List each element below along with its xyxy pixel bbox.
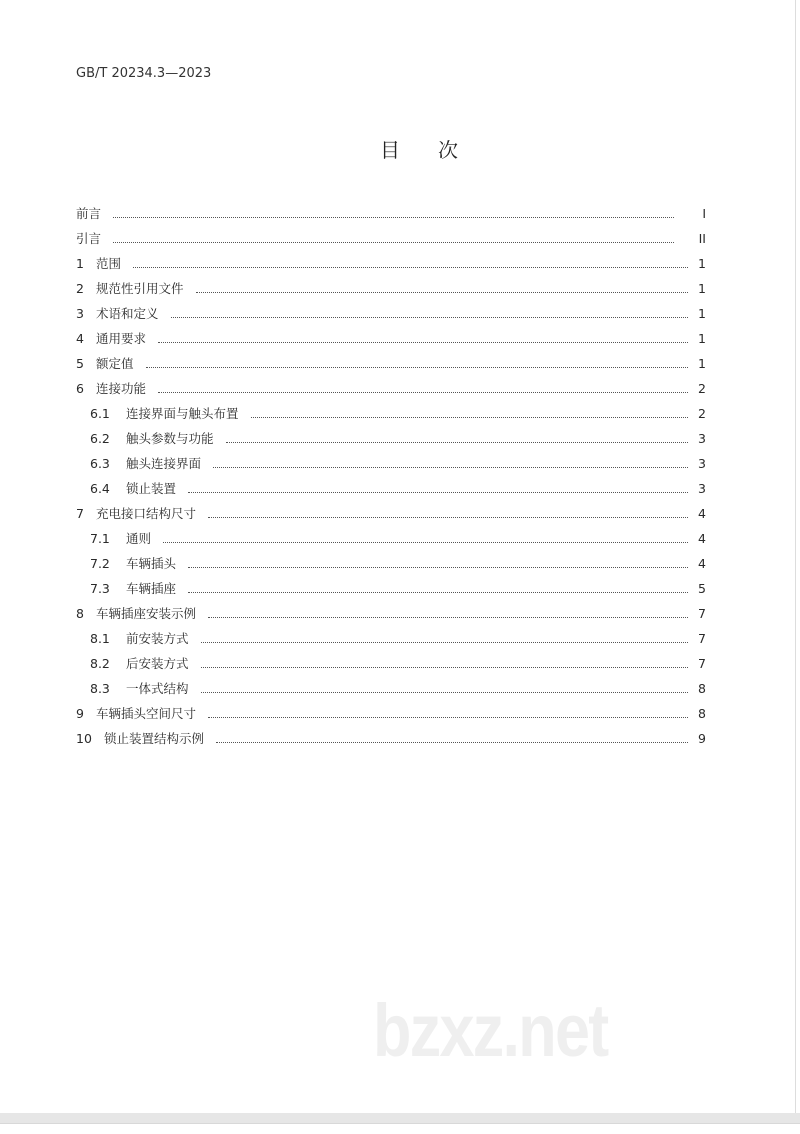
toc-entry[interactable] xyxy=(76,328,706,348)
toc-entry-number: 8 xyxy=(76,605,84,621)
toc-entry[interactable] xyxy=(90,553,706,573)
toc-entry-number: 1 xyxy=(76,255,84,271)
toc-entry-label: 前言 xyxy=(76,206,102,221)
toc-entry-label: 车辆插头空间尺寸 xyxy=(96,706,197,721)
toc-entry-number: 7 xyxy=(76,505,84,521)
dot-leader xyxy=(113,242,674,243)
toc-entry-page: 1 xyxy=(698,255,706,271)
toc-entry-page: 1 xyxy=(698,280,706,296)
toc-entry-page: 5 xyxy=(698,580,706,596)
toc-entry-label: 通则 xyxy=(126,531,152,546)
toc-entry-number: 8.3 xyxy=(90,680,110,696)
toc-entry-page: 4 xyxy=(698,505,706,521)
toc-entry-label: 车辆插座安装示例 xyxy=(96,606,197,621)
watermark: bzxz.net xyxy=(373,989,608,1072)
toc-entry[interactable] xyxy=(90,653,706,673)
toc-entry-number: 8.1 xyxy=(90,630,110,646)
dot-leader xyxy=(201,642,688,643)
toc-entry-number: 8.2 xyxy=(90,655,110,671)
toc-entry-number: 7.2 xyxy=(90,555,110,571)
toc-entry[interactable] xyxy=(90,578,706,598)
toc-entry-number: 5 xyxy=(76,355,84,371)
dot-leader xyxy=(201,692,688,693)
toc-entry-number: 6.3 xyxy=(90,455,110,471)
toc-entry-page: I xyxy=(702,205,706,221)
toc-entry-label: 充电接口结构尺寸 xyxy=(96,506,197,521)
toc-entry-number: 4 xyxy=(76,330,84,346)
page-separator xyxy=(0,1113,800,1124)
dot-leader xyxy=(188,492,688,493)
toc-entry-number: 2 xyxy=(76,280,84,296)
dot-leader xyxy=(213,467,688,468)
toc-entry-page: 7 xyxy=(698,605,706,621)
toc-entry[interactable] xyxy=(90,678,706,698)
toc-entry[interactable] xyxy=(90,403,706,423)
toc-entry-label: 锁止装置结构示例 xyxy=(104,731,205,746)
dot-leader xyxy=(208,617,688,618)
toc-entry-label: 连接功能 xyxy=(96,381,147,396)
toc-entry-label: 车辆插头 xyxy=(126,556,177,571)
toc-entry-number: 7.1 xyxy=(90,530,110,546)
dot-leader xyxy=(251,417,688,418)
toc-entry-label: 规范性引用文件 xyxy=(96,281,184,296)
toc-entry-label: 连接界面与触头布置 xyxy=(126,406,239,421)
toc-entry-label: 锁止装置 xyxy=(126,481,177,496)
dot-leader xyxy=(133,267,688,268)
dot-leader xyxy=(188,592,688,593)
toc-entry[interactable] xyxy=(76,228,706,248)
dot-leader xyxy=(226,442,688,443)
toc-entry[interactable] xyxy=(76,253,706,273)
toc-entry-page: 7 xyxy=(698,655,706,671)
toc-entry-page: 2 xyxy=(698,380,706,396)
toc-entry-label: 触头参数与功能 xyxy=(126,431,214,446)
toc-entry-label: 术语和定义 xyxy=(96,306,159,321)
toc-entry[interactable] xyxy=(76,728,706,748)
toc-entry-label: 后安装方式 xyxy=(126,656,189,671)
dot-leader xyxy=(201,667,688,668)
toc-entry[interactable] xyxy=(76,378,706,398)
toc-entry[interactable] xyxy=(76,303,706,323)
dot-leader xyxy=(113,217,674,218)
toc-entry[interactable] xyxy=(90,628,706,648)
toc-entry-page: 2 xyxy=(698,405,706,421)
dot-leader xyxy=(163,542,688,543)
toc-entry-number: 7.3 xyxy=(90,580,110,596)
toc-entry-label: 触头连接界面 xyxy=(126,456,202,471)
toc-entry[interactable] xyxy=(90,528,706,548)
toc-entry-number: 10 xyxy=(76,730,92,746)
toc-entry-number: 6 xyxy=(76,380,84,396)
toc-entry-label: 车辆插座 xyxy=(126,581,177,596)
dot-leader xyxy=(158,392,688,393)
toc-entry-page: 4 xyxy=(698,530,706,546)
toc-entry-page: 8 xyxy=(698,680,706,696)
toc-entry-page: 1 xyxy=(698,355,706,371)
toc-entry-number: 3 xyxy=(76,305,84,321)
toc-entry-page: 1 xyxy=(698,305,706,321)
toc-entry-page: 1 xyxy=(698,330,706,346)
toc-entry[interactable] xyxy=(90,478,706,498)
toc-entry-page: 3 xyxy=(698,430,706,446)
toc-entry-page: II xyxy=(698,230,706,246)
standard-number: GB/T 20234.3—2023 xyxy=(76,66,212,81)
toc-entry[interactable] xyxy=(76,503,706,523)
toc-entry-page: 8 xyxy=(698,705,706,721)
toc-entry-number: 6.4 xyxy=(90,480,110,496)
toc-entry-number: 6.2 xyxy=(90,430,110,446)
toc-entry[interactable] xyxy=(76,603,706,623)
dot-leader xyxy=(158,342,688,343)
dot-leader xyxy=(146,367,688,368)
toc-entry-page: 7 xyxy=(698,630,706,646)
toc-entry-label: 范围 xyxy=(96,256,122,271)
toc-entry-label: 一体式结构 xyxy=(126,681,189,696)
toc-entry[interactable] xyxy=(76,353,706,373)
dot-leader xyxy=(188,567,688,568)
dot-leader xyxy=(208,717,688,718)
dot-leader xyxy=(196,292,688,293)
toc-entry-number: 6.1 xyxy=(90,405,110,421)
toc-entry[interactable] xyxy=(90,453,706,473)
toc-entry-label: 额定值 xyxy=(96,356,134,371)
dot-leader xyxy=(208,517,688,518)
toc-entry[interactable] xyxy=(76,278,706,298)
toc-entry-label: 前安装方式 xyxy=(126,631,189,646)
dot-leader xyxy=(216,742,688,743)
toc-entry-page: 4 xyxy=(698,555,706,571)
toc-entry-page: 3 xyxy=(698,480,706,496)
toc-entry-page: 9 xyxy=(698,730,706,746)
toc-entry[interactable] xyxy=(76,203,706,223)
page-title: 目次 xyxy=(380,138,496,162)
toc-entry-label: 引言 xyxy=(76,231,102,246)
toc-entry-label: 通用要求 xyxy=(96,331,147,346)
dot-leader xyxy=(171,317,688,318)
toc-entry[interactable] xyxy=(76,703,706,723)
toc-entry[interactable] xyxy=(90,428,706,448)
toc-entry-page: 3 xyxy=(698,455,706,471)
toc-entry-number: 9 xyxy=(76,705,84,721)
